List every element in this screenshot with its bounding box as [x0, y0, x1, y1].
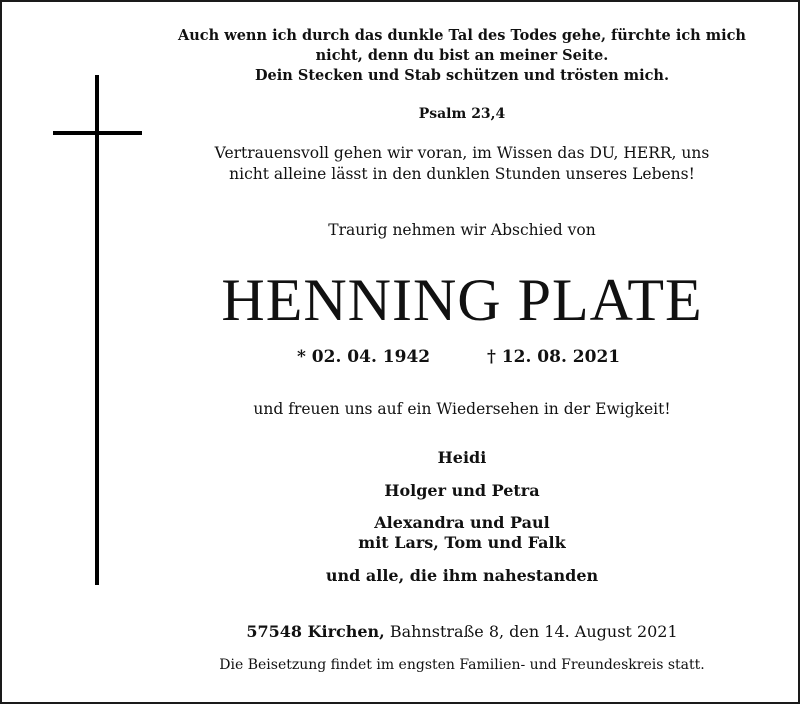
farewell-text: Traurig nehmen wir Abschied von — [328, 221, 596, 239]
verse-line-2: nicht, denn du bist an meiner Seite. — [315, 47, 609, 64]
notice-text-column — [162, 2, 762, 706]
address-city: 57548 Kirchen, — [246, 622, 385, 641]
mourner-line-5: und alle, die ihm nahestanden — [325, 566, 599, 585]
deceased-name: HENNING PLATE — [221, 267, 703, 333]
death-date: † 12. 08. 2021 — [487, 347, 621, 367]
reunion-text: und freuen uns auf ein Wiedersehen in der Ewigkeit! — [253, 400, 671, 418]
trust-line-2: nicht alleine lässt in den dunklen Stunden unseres Lebens! — [229, 165, 695, 183]
address-line — [162, 622, 762, 641]
trust-line-1: Vertrauensvoll gehen wir voran, im Wissen das DU, HERR, uns — [214, 144, 710, 162]
psalm-reference: Psalm 23,4 — [418, 106, 506, 122]
birth-date: * 02. 04. 1942 — [297, 347, 431, 367]
cross-icon-vertical-bar — [95, 75, 99, 585]
life-dates — [162, 347, 762, 371]
mourner-line-2: Holger und Petra — [384, 481, 540, 500]
funeral-note: Die Beisetzung findet im engsten Familien- und Freundeskreis statt. — [219, 657, 705, 673]
mourner-line-3: Alexandra und Paul — [374, 513, 550, 532]
address-rest: Bahnstraße 8, den 14. August 2021 — [389, 622, 678, 641]
verse-line-3: Dein Stecken und Stab schützen und trösten mich. — [254, 67, 670, 84]
mourner-line-1: Heidi — [437, 448, 487, 467]
cross-icon-horizontal-bar — [53, 131, 142, 135]
verse-line-1: Auch wenn ich durch das dunkle Tal des Todes gehe, fürchte ich mich — [178, 27, 746, 44]
mourner-line-4: mit Lars, Tom und Falk — [358, 533, 566, 552]
